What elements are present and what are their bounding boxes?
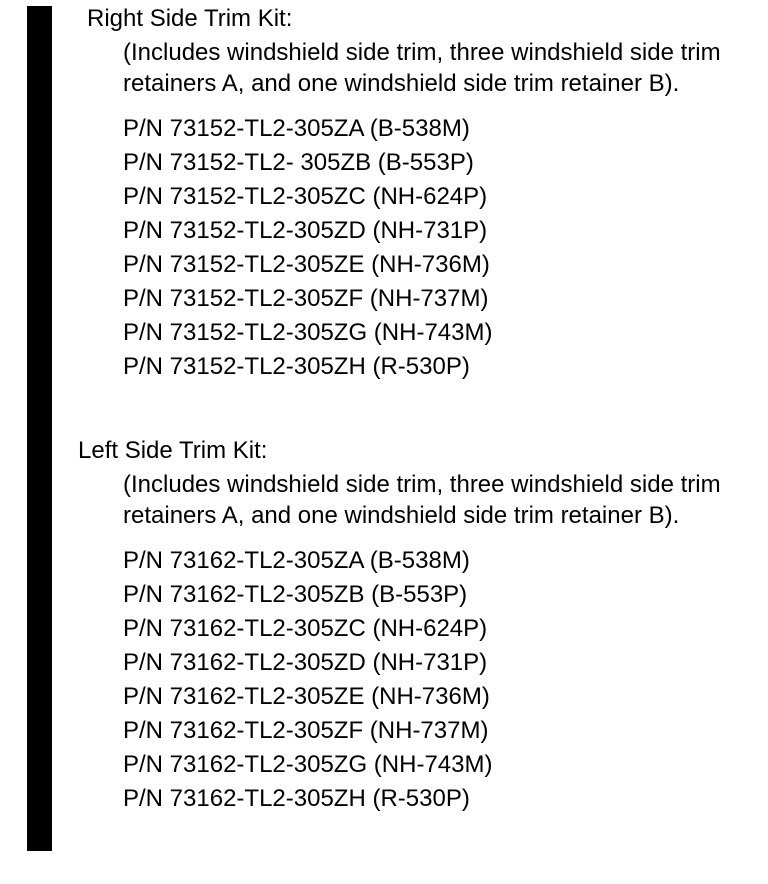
part-number-item: P/N 73162-TL2-305ZG (NH-743M) bbox=[123, 751, 493, 778]
part-number-item: P/N 73152-TL2-305ZD (NH-731P) bbox=[123, 217, 488, 244]
part-number-item: P/N 73152-TL2-305ZG (NH-743M) bbox=[123, 319, 493, 346]
part-number-item: P/N 73152-TL2-305ZF (NH-737M) bbox=[123, 285, 489, 312]
part-number-item: P/N 73152-TL2- 305ZB (B-553P) bbox=[123, 149, 474, 176]
left-side-trim-kit-description: (Includes windshield side trim, three windshield side trim retainers A, and one windshield side trim retainer B). bbox=[123, 471, 721, 529]
part-number-item: P/N 73162-TL2-305ZH (R-530P) bbox=[123, 785, 470, 812]
part-number-item: P/N 73162-TL2-305ZD (NH-731P) bbox=[123, 649, 488, 676]
left-side-trim-kit-title: Left Side Trim Kit: bbox=[78, 437, 268, 464]
part-number-item: P/N 73152-TL2-305ZC (NH-624P) bbox=[123, 183, 488, 210]
right-side-trim-kit-description: (Includes windshield side trim, three windshield side trim retainers A, and one windshield side trim retainer B). bbox=[123, 39, 721, 97]
part-number-item: P/N 73162-TL2-305ZA (B-538M) bbox=[123, 547, 470, 574]
part-number-item: P/N 73152-TL2-305ZA (B-538M) bbox=[123, 115, 470, 142]
right-side-part-list bbox=[0, 112, 768, 384]
part-number-item: P/N 73152-TL2-305ZE (NH-736M) bbox=[123, 251, 490, 278]
part-number-item: P/N 73162-TL2-305ZE (NH-736M) bbox=[123, 683, 490, 710]
part-number-item: P/N 73152-TL2-305ZH (R-530P) bbox=[123, 353, 470, 380]
part-number-item: P/N 73162-TL2-305ZF (NH-737M) bbox=[123, 717, 489, 744]
part-number-item: P/N 73162-TL2-305ZC (NH-624P) bbox=[123, 615, 488, 642]
left-side-trim-kit-section bbox=[0, 436, 768, 816]
part-number-item: P/N 73162-TL2-305ZB (B-553P) bbox=[123, 581, 468, 608]
left-side-part-list bbox=[0, 544, 768, 816]
right-side-trim-kit-title: Right Side Trim Kit: bbox=[87, 5, 293, 32]
right-side-trim-kit-section bbox=[0, 4, 768, 384]
